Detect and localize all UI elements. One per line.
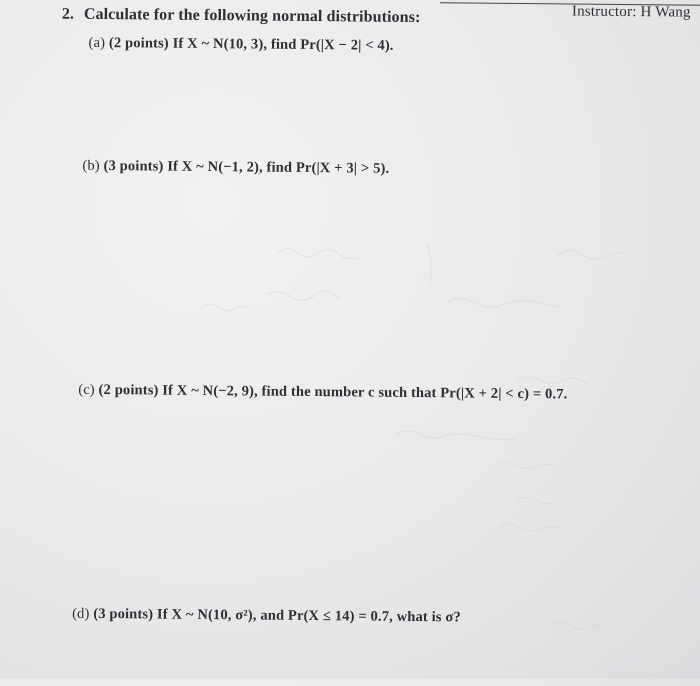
part-d-points: (3 points) [93, 605, 154, 623]
part-c-label: (c) [78, 381, 95, 398]
question-title: Calculate for the following normal distributions: [83, 5, 421, 27]
instructor-name: Instructor: H Wang [571, 3, 691, 21]
part-d [72, 606, 461, 627]
part-a [89, 35, 394, 55]
question-number: 2. [61, 5, 74, 23]
part-c-text: If X ~ N(−2, 9), find the number c such that Pr(|X + 2| < c) = 0.7. [162, 382, 568, 403]
part-a-points: (2 points) [108, 35, 169, 52]
part-a-label: (a) [88, 34, 106, 52]
part-c-points: (2 points) [98, 381, 159, 399]
part-b [82, 158, 389, 178]
part-d-text: If X ~ N(10, σ²), and Pr(X ≤ 14) = 0.7, what is σ? [156, 606, 461, 626]
part-a-text: If X ~ N(10, 3), find Pr(|X − 2| < 4). [172, 35, 394, 54]
part-b-points: (3 points) [103, 158, 164, 175]
part-d-label: (d) [72, 605, 90, 622]
part-c [78, 382, 567, 404]
part-b-text: If X ~ N(−1, 2), find Pr(|X + 3| > 5). [167, 158, 390, 177]
part-b-label: (b) [82, 157, 100, 174]
